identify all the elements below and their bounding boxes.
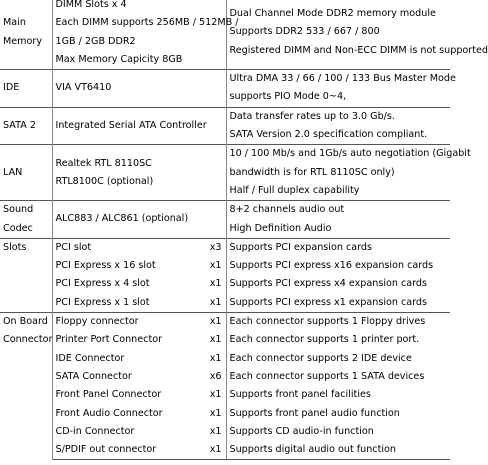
item-name: Floppy connector <box>52 313 200 332</box>
item-quantity: x1 <box>200 275 226 293</box>
category-label: Main <box>3 17 26 29</box>
table-row <box>0 238 450 257</box>
spec-right <box>226 201 450 239</box>
item-description: Supports PCI express x1 expansion cards <box>226 294 450 313</box>
item-quantity: x1 <box>200 313 226 332</box>
item-quantity: x1 <box>200 331 226 349</box>
item-name: CD-in Connector <box>52 423 200 441</box>
table-row <box>0 350 450 368</box>
category-label: Codec <box>3 222 33 234</box>
item-name: Front Panel Connector <box>52 386 200 404</box>
item-quantity: x1 <box>200 441 226 460</box>
item-description: Each connector supports 2 IDE device <box>226 350 450 368</box>
spec-line: SATA Version 2.0 specification compliant. <box>229 129 428 141</box>
table-row <box>0 70 450 108</box>
item-name: IDE Connector <box>52 350 200 368</box>
spec-line: Data transfer rates up to 3.0 Gb/s. <box>229 110 395 122</box>
spec-line: Dual Channel Mode DDR2 memory module <box>229 8 436 20</box>
category-label: Memory <box>3 35 43 47</box>
spec-left <box>52 201 226 239</box>
item-quantity: x6 <box>200 368 226 386</box>
table-row <box>0 0 450 70</box>
spec-left <box>52 70 226 108</box>
spec-line: RTL8100C (optional) <box>55 175 154 187</box>
category-sata-2 <box>0 107 52 145</box>
table-row <box>0 386 450 404</box>
category-label: IDE <box>3 82 20 94</box>
item-quantity: x1 <box>200 257 226 275</box>
item-name: Front Audio Connector <box>52 405 200 423</box>
item-name: PCI Express x 1 slot <box>52 294 200 313</box>
item-description: Supports front panel facilities <box>226 386 450 404</box>
spec-line: 8+2 channels audio out <box>229 204 345 216</box>
table-row <box>0 145 450 201</box>
spec-line: Half / Full duplex capability <box>229 184 360 196</box>
category-slots <box>0 238 52 312</box>
category-label: SATA 2 <box>3 119 36 131</box>
item-description: Supports digital audio out function <box>226 441 450 460</box>
item-name: SATA Connector <box>52 368 200 386</box>
category-label: Connector <box>3 334 53 346</box>
spec-line: Max Memory Capicity 8GB <box>55 53 183 65</box>
category-sound-codec <box>0 201 52 239</box>
item-quantity: x1 <box>200 386 226 404</box>
spec-right <box>226 107 450 145</box>
spec-line: 10 / 100 Mb/s and 1Gb/s auto negotiation (Gigabit <box>229 148 471 160</box>
table-row <box>0 107 450 145</box>
spec-line: ALC883 / ALC861 (optional) <box>55 213 189 225</box>
table-row <box>0 423 450 441</box>
spec-line: VIA VT6410 <box>55 82 112 94</box>
item-name: Printer Port Connector <box>52 331 200 349</box>
category-label: Sound <box>3 204 34 216</box>
spec-line: High Definition Audio <box>229 222 332 234</box>
table-row <box>0 275 450 293</box>
spec-line: 1GB / 2GB DDR2 <box>55 35 136 47</box>
spec-line: Ultra DMA 33 / 66 / 100 / 133 Bus Master Mode <box>229 73 456 85</box>
table-row <box>0 257 450 275</box>
item-quantity: x3 <box>200 238 226 257</box>
table-row <box>0 368 450 386</box>
table-row <box>0 405 450 423</box>
spec-line: DIMM Slots x 4 <box>55 0 127 10</box>
category-lan <box>0 145 52 201</box>
category-label: On Board <box>3 316 48 328</box>
spec-left <box>52 0 239 70</box>
item-description: Supports PCI expansion cards <box>226 238 450 257</box>
table-row <box>0 294 450 313</box>
item-description: Supports CD audio-in function <box>226 423 450 441</box>
item-description: Each connector supports 1 SATA devices <box>226 368 450 386</box>
category-label: LAN <box>3 166 23 178</box>
spec-right <box>226 145 471 201</box>
item-description: Each connector supports 1 Floppy drives <box>226 313 450 332</box>
item-name: S/PDIF out connector <box>52 441 200 460</box>
category-on-board-connector <box>0 313 52 460</box>
table-row <box>0 331 450 349</box>
spec-line: Integrated Serial ATA Controller <box>55 119 207 131</box>
table-row <box>0 441 450 460</box>
item-description: Each connector supports 1 printer port. <box>226 331 450 349</box>
table-row <box>0 313 450 332</box>
item-description: Supports PCI express x4 expansion cards <box>226 275 450 293</box>
category-ide <box>0 70 52 108</box>
item-description: Supports PCI express x16 expansion cards <box>226 257 450 275</box>
item-quantity: x1 <box>200 350 226 368</box>
spec-right <box>226 70 456 108</box>
spec-line: Each DIMM supports 256MB / 512MB / <box>55 17 239 29</box>
spec-line: supports PIO Mode 0~4, <box>229 91 347 103</box>
item-quantity: x1 <box>200 294 226 313</box>
item-name: PCI Express x 16 slot <box>52 257 200 275</box>
spec-right <box>226 0 488 70</box>
spec-left <box>52 145 226 201</box>
spec-line: Supports DDR2 533 / 667 / 800 <box>229 26 380 38</box>
category-label: Slots <box>3 241 27 253</box>
item-quantity: x1 <box>200 405 226 423</box>
category-main-memory <box>0 0 52 70</box>
spec-left <box>52 107 226 145</box>
spec-line: bandwidth is for RTL 8110SC only) <box>229 166 395 178</box>
spec-line: Registered DIMM and Non-ECC DIMM is not supported <box>229 44 488 56</box>
item-name: PCI Express x 4 slot <box>52 275 200 293</box>
spec-line: Realtek RTL 8110SC <box>55 157 152 169</box>
item-quantity: x1 <box>200 423 226 441</box>
table-row <box>0 201 450 239</box>
item-name: PCI slot <box>52 238 200 257</box>
item-description: Supports front panel audio function <box>226 405 450 423</box>
